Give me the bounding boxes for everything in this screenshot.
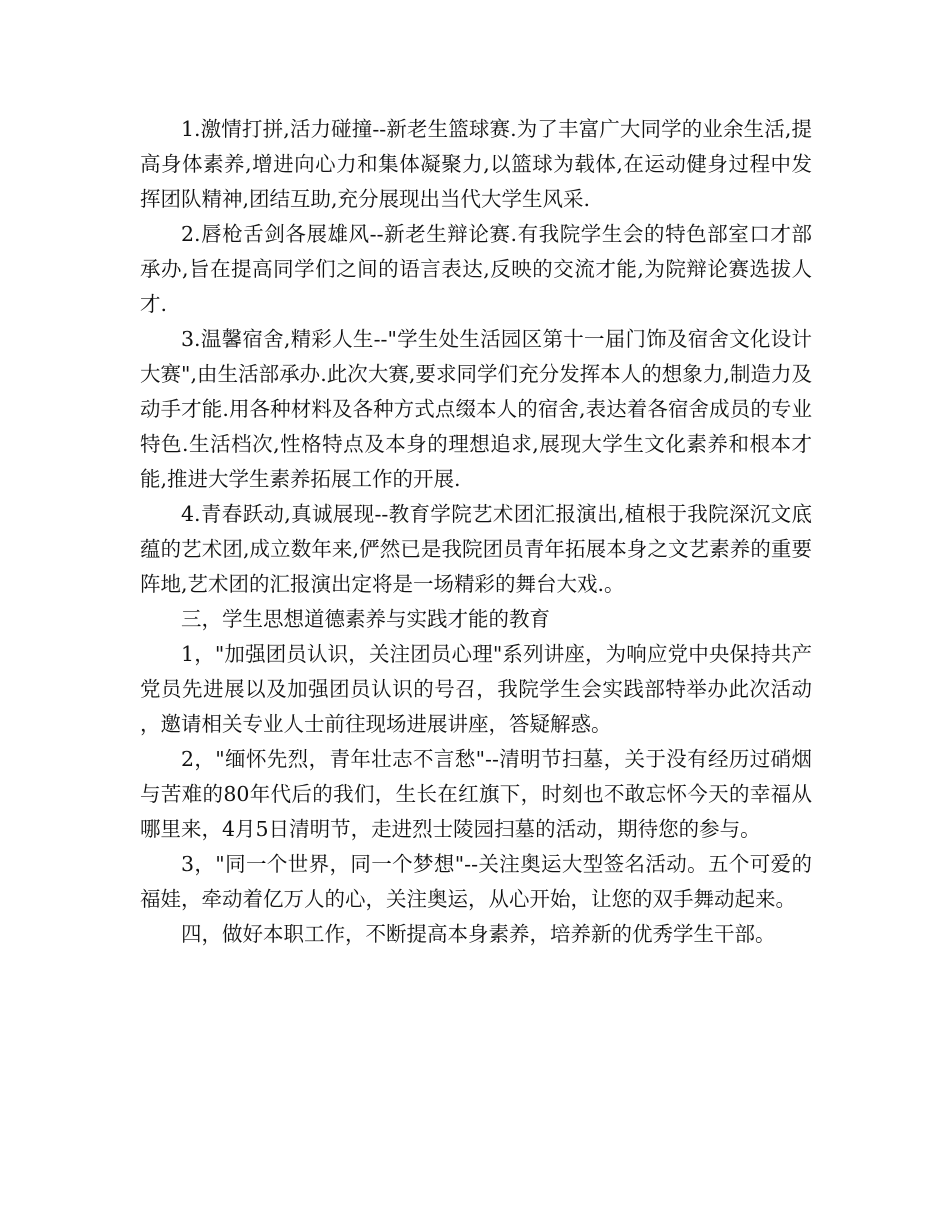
paragraph-olympic-signature: 3，"同一个世界，同一个梦想"--关注奥运大型签名活动。五个可爱的福娃，牵动着亿万人的心，关注奥运，从心开始，让您的双手舞动起来。 bbox=[140, 852, 812, 911]
paragraph-dorm-design-contest: 3.温馨宿舍,精彩人生--"学生处生活园区第十一届门饰及宿舍文化设计大赛",由生活部承办.此次大赛,要求同学们充分发挥本人的想象力,制造力及动手才能.用各种材料及各种方式点缀本人的宿舍,表达着各宿舍成员的专业特色.生活档次,性格特点及本身的理想追求,展现大学生文化素养和根本才能,推进大学生素养拓展工作的开展. bbox=[140, 327, 812, 491]
paragraph-art-troupe-show: 4.青春跃动,真诚展现--教育学院艺术团汇报演出,植根于我院深沉文底蕴的艺术团,成立数年来,俨然已是我院团员青年拓展本身之文艺素养的重要阵地,艺术团的汇报演出定将是一场精彩的舞台大戏.。 bbox=[140, 502, 812, 596]
section-heading-moral-education: 三，学生思想道德素养与实践才能的教育 bbox=[181, 607, 550, 631]
section-heading-cadre-training: 四，做好本职工作，不断提高本身素养，培养新的优秀学生干部。 bbox=[181, 922, 776, 946]
paragraph-qingming-tomb-sweeping: 2，"缅怀先烈，青年壮志不言愁"--清明节扫墓，关于没有经历过硝烟与苦难的80年代后的我们，生长在红旗下，时刻也不敢忘怀今天的幸福从哪里来，4月5日清明节，走进烈士陵园扫墓的活动，期待您的参与。 bbox=[140, 747, 812, 841]
paragraph-basketball-game: 1.激情打拼,活力碰撞--新老生篮球赛.为了丰富广大同学的业余生活,提高身体素养,增进向心力和集体凝聚力,以篮球为载体,在运动健身过程中发挥团队精神,团结互助,充分展现出当代大学生风采. bbox=[140, 117, 812, 211]
paragraph-debate-contest: 2.唇枪舌剑各展雄风--新老生辩论赛.有我院学生会的特色部室口才部承办,旨在提高同学们之间的语言表达,反映的交流才能,为院辩论赛选拔人才. bbox=[140, 222, 812, 316]
document-body bbox=[140, 112, 812, 952]
paragraph-lecture-series: 1，"加强团员认识，关注团员心理"系列讲座，为响应党中央保持共产党员先进展以及加强团员认识的号召，我院学生会实践部特举办此次活动，邀请相关专业人士前往现场进展讲座，答疑解惑。 bbox=[140, 642, 812, 736]
